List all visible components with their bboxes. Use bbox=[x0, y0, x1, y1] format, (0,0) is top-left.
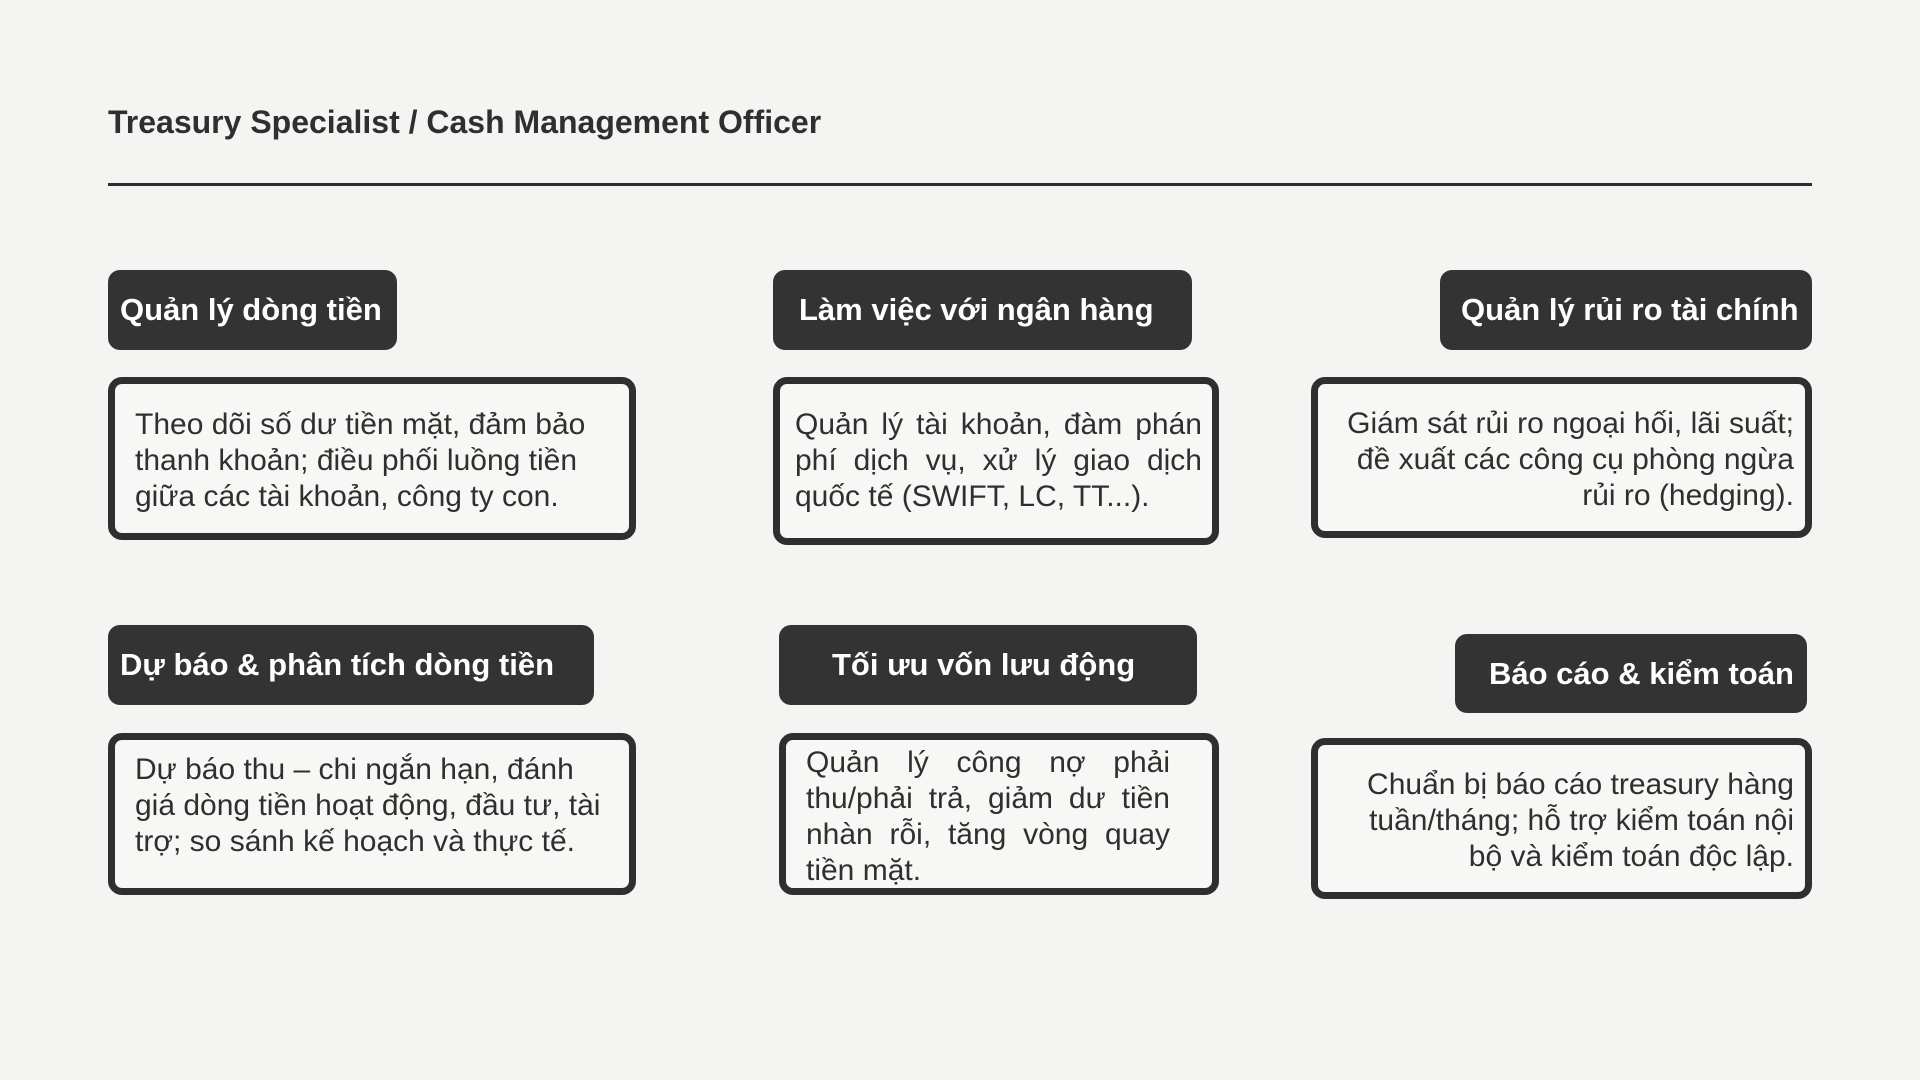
card-heading-bank-relations: Làm việc với ngân hàng bbox=[773, 270, 1192, 350]
card-text-reporting-audit: Chuẩn bị báo cáo treasury hàng tuần/tháng; hỗ trợ kiểm toán nội bộ và kiểm toán độc lập. bbox=[1367, 768, 1794, 873]
title-divider bbox=[108, 183, 1812, 186]
card-text-bank-relations: Quản lý tài khoản, đàm phán phí dịch vụ, xử lý giao dịch quốc tế (SWIFT, LC, TT...). bbox=[795, 408, 1202, 513]
card-body-cash-flow-forecasting bbox=[108, 733, 636, 895]
card-body-reporting-audit bbox=[1311, 738, 1812, 899]
card-body-bank-relations bbox=[773, 377, 1219, 545]
card-body-working-capital bbox=[779, 733, 1219, 895]
card-body-cash-flow-management bbox=[108, 377, 636, 540]
card-heading-working-capital: Tối ưu vốn lưu động bbox=[779, 625, 1197, 705]
page-title: Treasury Specialist / Cash Management Officer bbox=[108, 104, 822, 140]
card-text-working-capital: Quản lý công nợ phải thu/phải trả, giảm dư tiền nhàn rỗi, tăng vòng quay tiền mặt. bbox=[806, 746, 1170, 887]
card-heading-reporting-audit: Báo cáo & kiểm toán bbox=[1455, 634, 1807, 713]
card-body-financial-risk-management bbox=[1311, 377, 1812, 538]
card-text-financial-risk-management: Giám sát rủi ro ngoại hối, lãi suất; đề xuất các công cụ phòng ngừa rủi ro (hedging). bbox=[1347, 407, 1794, 512]
card-text-cash-flow-forecasting: Dự báo thu – chi ngắn hạn, đánh giá dòng tiền hoạt động, đầu tư, tài trợ; so sánh kế hoạch và thực tế. bbox=[135, 753, 601, 858]
card-heading-cash-flow-forecasting: Dự báo & phân tích dòng tiền bbox=[108, 625, 594, 705]
card-text-cash-flow-management: Theo dõi số dư tiền mặt, đảm bảo thanh khoản; điều phối luồng tiền giữa các tài khoản, công ty con. bbox=[135, 408, 586, 513]
card-heading-financial-risk-management: Quản lý rủi ro tài chính bbox=[1440, 270, 1812, 350]
card-heading-cash-flow-management: Quản lý dòng tiền bbox=[108, 270, 397, 350]
